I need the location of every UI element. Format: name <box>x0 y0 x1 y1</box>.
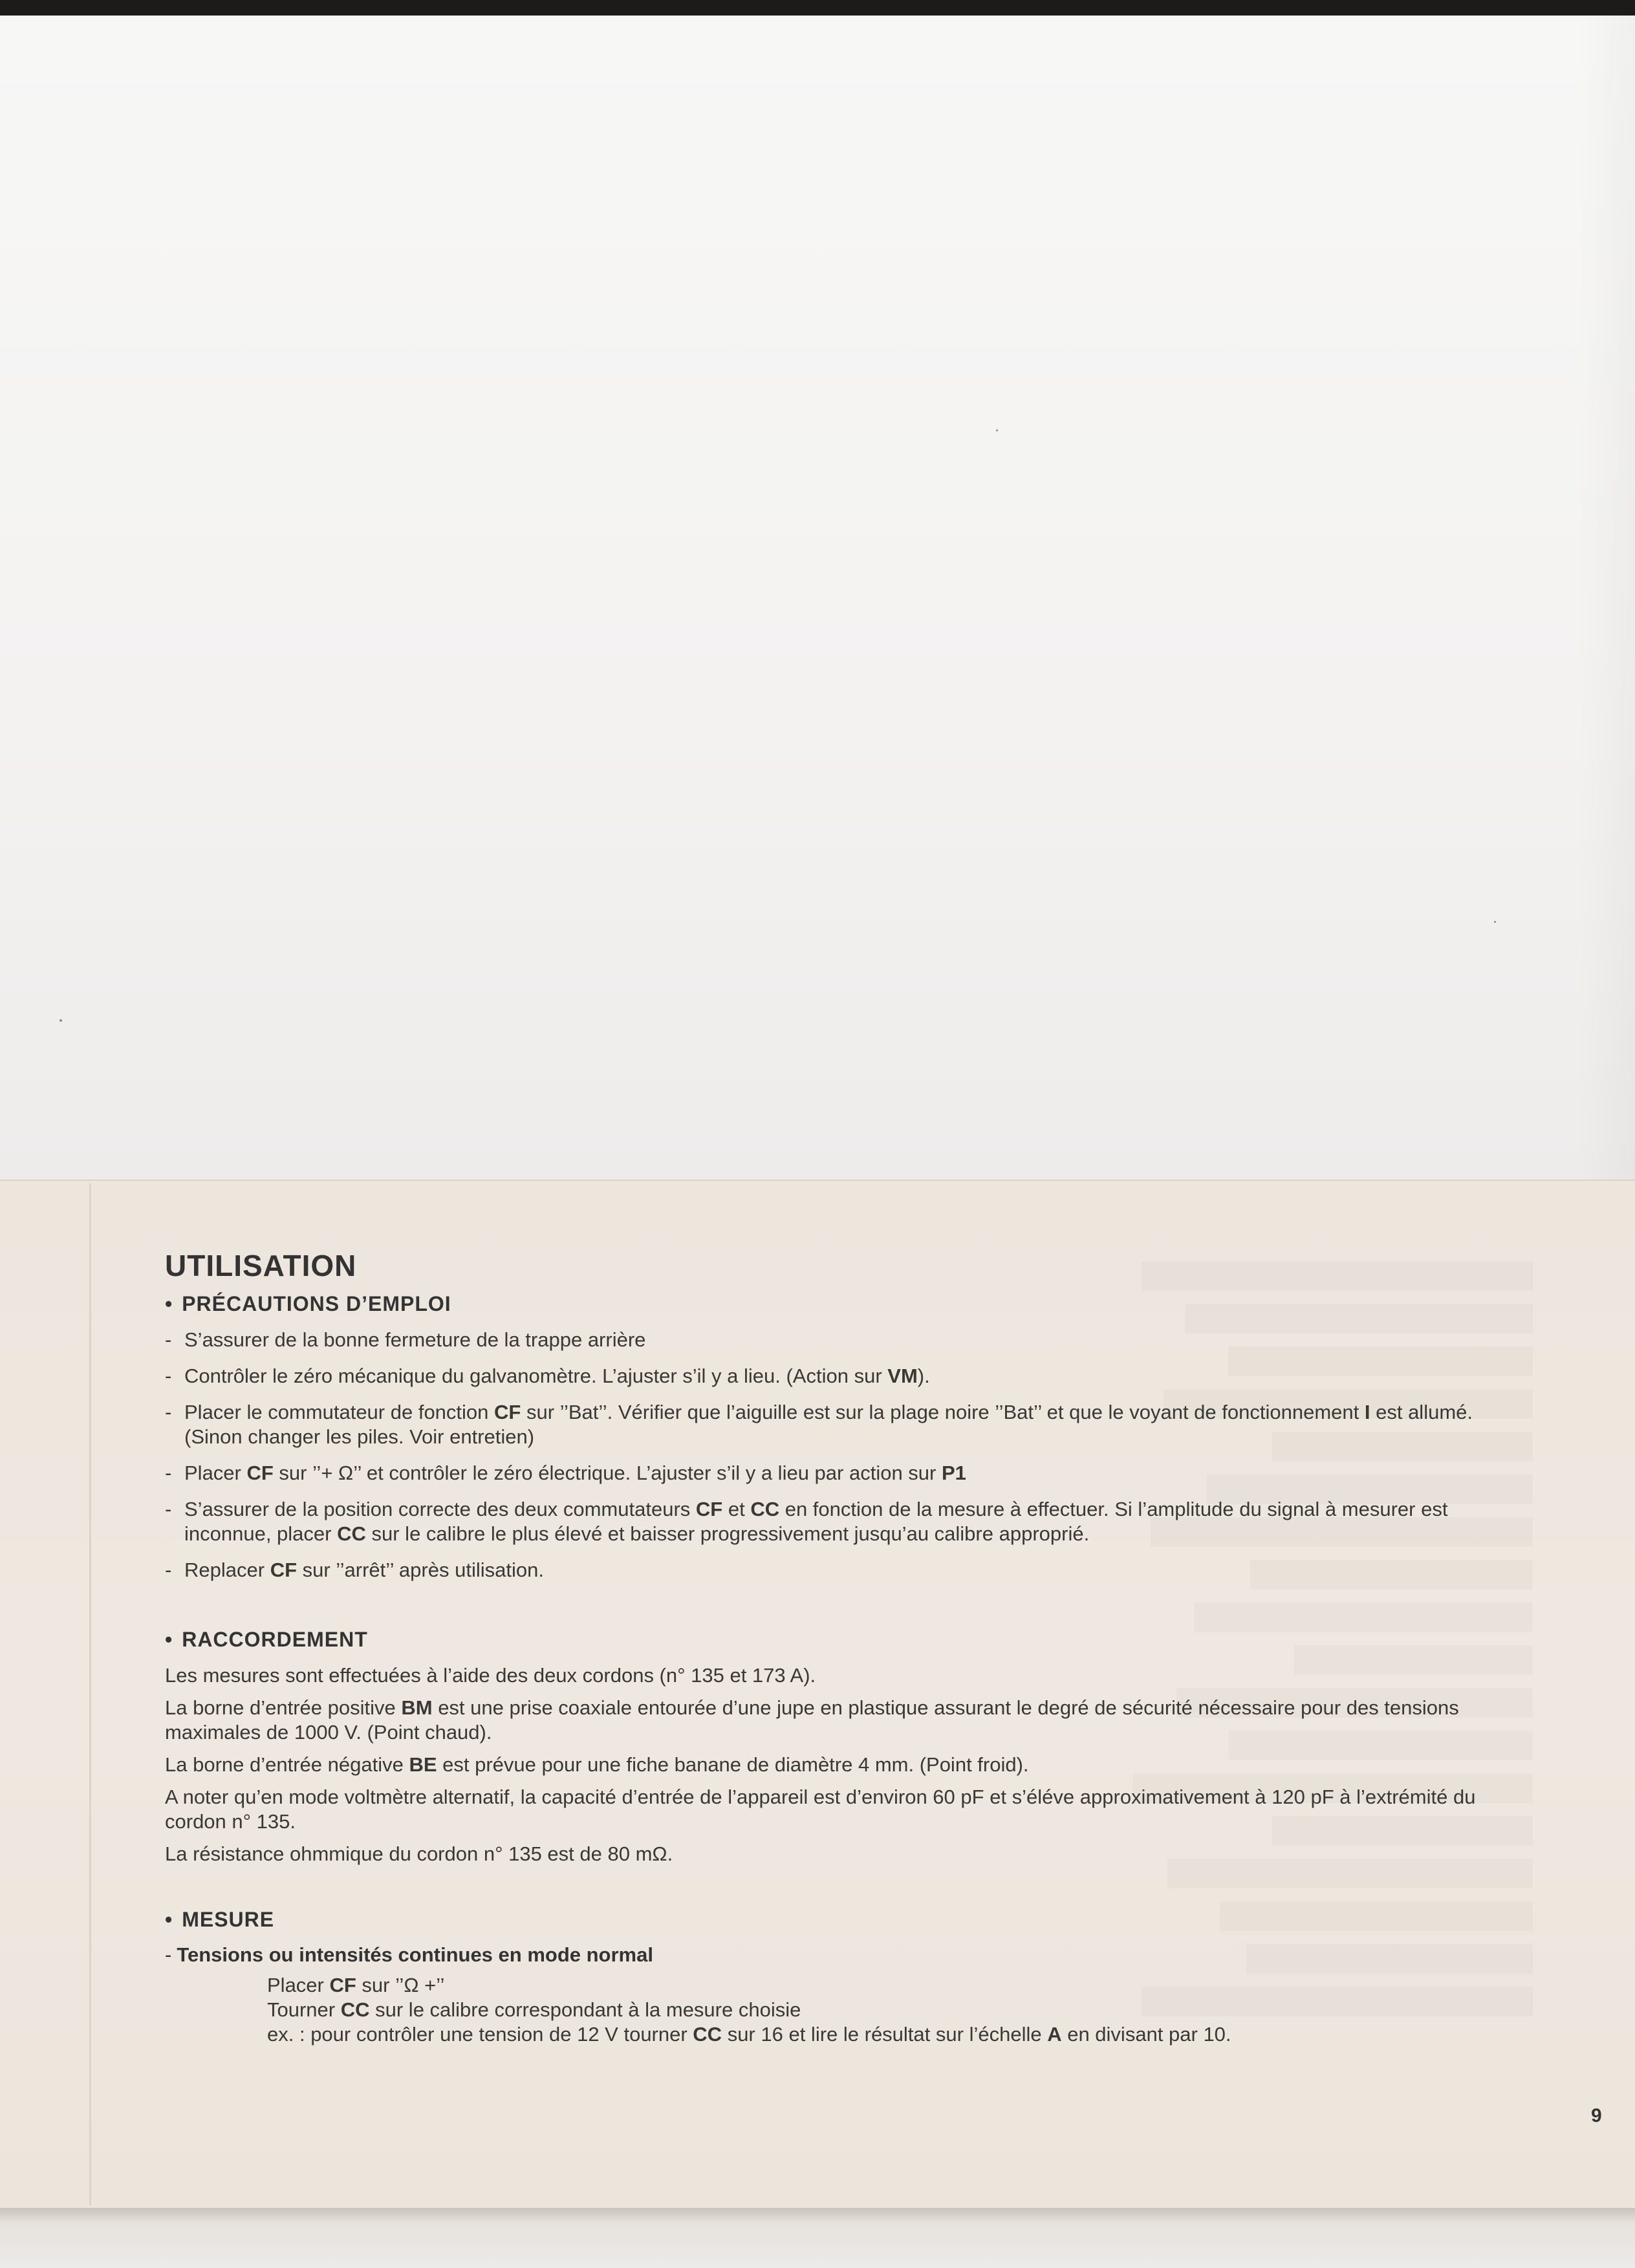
scan-top-border <box>0 0 1635 16</box>
list-item <box>165 1328 1523 1352</box>
step-text: Tourner <box>267 1998 341 2021</box>
paragraph <box>165 1696 1523 1745</box>
paragraph-text: est prévue pour une fiche banane de diamètre 4 mm. (Point froid). <box>437 1753 1029 1776</box>
item-code: I <box>1364 1401 1370 1423</box>
page-edge-shadow <box>1577 16 1635 1180</box>
paper-speck <box>60 1019 62 1022</box>
item-code: VM <box>887 1365 918 1387</box>
bullet: • <box>165 1292 173 1315</box>
item-code: CF <box>695 1498 723 1520</box>
item-code: CC <box>750 1498 780 1520</box>
step-text: sur ’’Ω +’’ <box>356 1974 445 1996</box>
item-text: en fonction de la mesure à effectuer. Si l’amplitude du signal à mesurer est inconnue, placer <box>184 1498 1448 1545</box>
list-item <box>165 1400 1523 1449</box>
raccordement-heading <box>165 1628 1523 1652</box>
bullet: • <box>165 1908 173 1931</box>
step-text: en divisant par 10. <box>1061 2023 1231 2046</box>
step-code: CF <box>329 1974 356 1996</box>
precautions-heading <box>165 1292 1523 1316</box>
binding-edge <box>89 1183 91 2205</box>
list-item <box>165 1558 1523 1582</box>
item-code: P1 <box>941 1462 966 1484</box>
page-number: 9 <box>1591 2105 1602 2126</box>
item-code: CF <box>494 1401 521 1423</box>
item-text: Placer <box>184 1462 247 1484</box>
item-text: S’assurer de la position correcte des deux commutateurs <box>184 1498 696 1520</box>
page-content <box>165 1248 1523 2047</box>
dash: - <box>165 1943 172 1966</box>
item-text: et <box>722 1498 751 1520</box>
scan-bottom-edge <box>0 2208 1635 2268</box>
paragraph <box>165 1753 1523 1777</box>
raccordement-title: RACCORDEMENT <box>182 1628 368 1651</box>
mesure-heading <box>165 1908 1523 1932</box>
item-text: S’assurer de la bonne fermeture de la trappe arrière <box>184 1328 646 1351</box>
bullet: • <box>165 1628 173 1651</box>
paragraph-text: La borne d’entrée positive <box>165 1696 402 1719</box>
mesure-steps <box>165 1973 1523 2047</box>
mesure-title: MESURE <box>182 1908 275 1931</box>
list-item <box>165 1461 1523 1485</box>
item-code: CF <box>270 1559 298 1581</box>
paragraph: La résistance ohmmique du cordon n° 135 est de 80 mΩ. <box>165 1842 673 1865</box>
step-text: sur le calibre correspondant à la mesure choisie <box>369 1998 801 2021</box>
item-text: Placer le commutateur de fonction <box>184 1401 495 1423</box>
paragraph-text: est une prise coaxiale entourée d’une jupe en plastique assurant le degré de sécurité nécessaire pour des tensions maximales de 1000 V. (Point chaud). <box>165 1696 1459 1744</box>
precautions-title: PRÉCAUTIONS D’EMPLOI <box>182 1292 451 1315</box>
step-text: ex. : pour contrôler une tension de 12 V tourner <box>267 2023 693 2046</box>
item-text: sur ’’+ Ω’’ et contrôler le zéro électrique. L’ajuster s’il y a lieu par action sur <box>273 1462 942 1484</box>
paper-speck <box>1494 921 1496 923</box>
step-text: sur 16 et lire le résultat sur l’échelle <box>722 2023 1048 2046</box>
section-title: UTILISATION <box>165 1249 357 1282</box>
item-text: ). <box>917 1365 930 1387</box>
step-text: Placer <box>267 1974 330 1996</box>
step-code: A <box>1047 2023 1062 2046</box>
step-line <box>267 1998 1523 2022</box>
item-code: CF <box>246 1462 274 1484</box>
item-text: sur ’’arrêt’’ après utilisation. <box>297 1559 544 1581</box>
item-text: sur ’’Bat’’. Vérifier que l’aiguille est sur la plage noire ’’Bat’’ et que le voyant de fonctionnement <box>521 1401 1365 1423</box>
terminal-code: BE <box>409 1753 437 1776</box>
step-code: CC <box>693 2023 722 2046</box>
item-text: Replacer <box>184 1559 270 1581</box>
step-line <box>267 2022 1523 2047</box>
item-text: Contrôler le zéro mécanique du galvanomètre. L’ajuster s’il y a lieu. (Action sur <box>184 1365 888 1387</box>
precautions-list <box>165 1328 1523 1582</box>
blank-upper-page <box>0 16 1635 1180</box>
subheading-text: Tensions ou intensités continues en mode normal <box>177 1943 653 1966</box>
paragraph-text: La borne d’entrée négative <box>165 1753 409 1776</box>
list-item <box>165 1497 1523 1546</box>
terminal-code: BM <box>401 1696 433 1719</box>
step-line <box>267 1973 1523 1998</box>
paragraph: Les mesures sont effectuées à l’aide des deux cordons (n° 135 et 173 A). <box>165 1664 816 1687</box>
item-code: CC <box>337 1522 366 1545</box>
paper-speck <box>996 429 998 431</box>
paragraph: A noter qu’en mode voltmètre alternatif, la capacité d’entrée de l’appareil est d’environ 60 pF et s’éléve approximativement à 120 pF à l’extrémité du cordon n° 135. <box>165 1786 1476 1833</box>
list-item <box>165 1364 1523 1388</box>
item-text: est allumé. (Sinon changer les piles. Voir entretien) <box>184 1401 1473 1448</box>
step-code: CC <box>340 1998 370 2021</box>
mesure-subheading <box>165 1943 1523 1967</box>
item-text: sur le calibre le plus élevé et baisser progressivement jusqu’au calibre approprié. <box>365 1522 1090 1545</box>
